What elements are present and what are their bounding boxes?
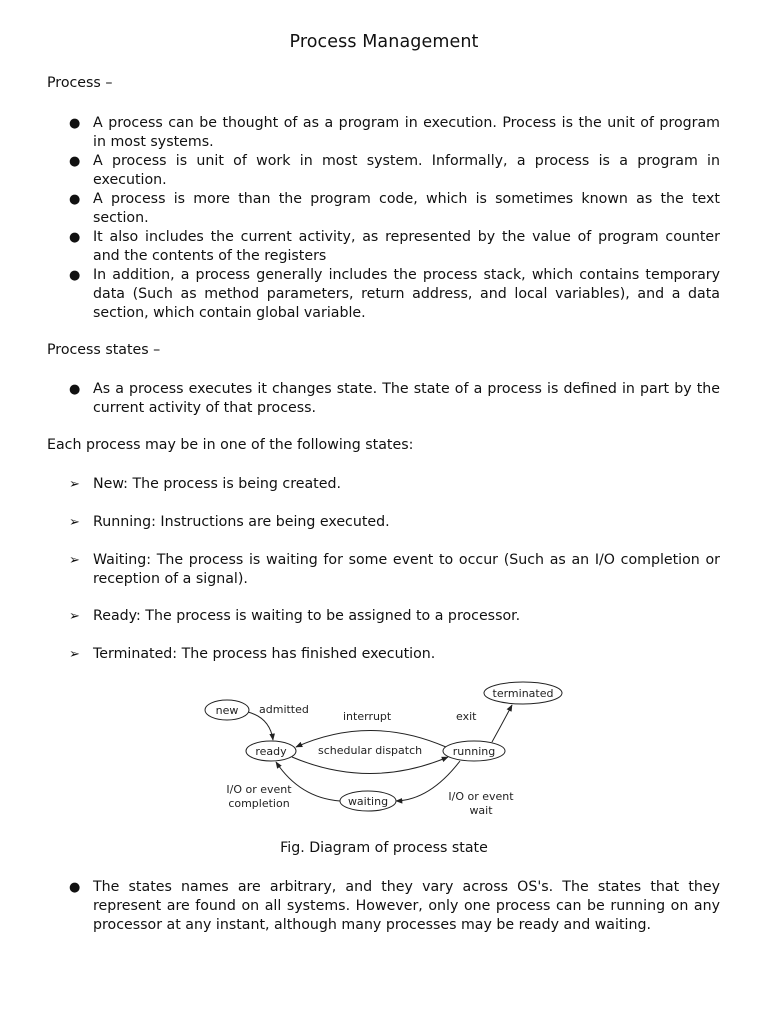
list-item: ➢ Terminated: The process has finished execution. [69,646,436,662]
node-ready [246,741,296,761]
node-waiting [340,791,396,811]
list-item: ➢ New: The process is being created. [69,476,341,492]
process-states-heading: Process states – [47,342,161,358]
label-io-wait-1: I/O or event [448,790,514,803]
label-exit: exit [456,710,477,723]
edge-exit [492,705,512,742]
process-heading: Process – [47,75,113,91]
label-io-completion-2: completion [228,797,290,810]
arrow-bullet-icon: ➢ [69,647,80,662]
node-running [443,741,505,761]
label-interrupt: interrupt [343,710,392,723]
list-item: ➢ Ready: The process is waiting to be assigned to a processor. [69,608,521,624]
label-io-completion-1: I/O or event [226,783,292,796]
label-dispatch: schedular dispatch [318,744,423,757]
node-new [205,700,249,720]
list-item: ● A process can be thought of as a program in execution. Process is the unit of program in most systems. [69,115,720,150]
figure-caption: Fig. Diagram of process state [280,840,488,856]
list-item: ➢ Running: Instructions are being executed. [69,514,390,530]
bullet-icon: ● [69,154,81,169]
bullet-icon: ● [69,382,81,397]
svg-text:waiting: waiting [347,795,389,808]
arrow-bullet-icon: ➢ [69,609,80,624]
arrow-bullet-icon: ➢ [69,515,80,530]
svg-text:ready: ready [255,745,287,758]
edge-admitted [248,712,273,740]
svg-text:terminated: terminated [492,687,554,700]
list-item: ● It also includes the current activity, as represented by the value of program counter and the contents of the registers [69,229,720,264]
bullet-icon: ● [69,192,81,207]
bullet-icon: ● [69,230,81,245]
list-item: ➢ Waiting: The process is waiting for some event to occur (Such as an I/O completion or reception of a signal). [69,552,720,587]
list-item: ● As a process executes it changes state. The state of a process is defined in part by the current activity of that process. [69,381,720,416]
list-item: ● A process is unit of work in most system. Informally, a process is a program in execution. [69,153,720,188]
label-admitted: admitted [259,703,309,716]
svg-text:new: new [215,704,239,717]
node-terminated [484,682,562,704]
list-item: ● A process is more than the program code, which is sometimes known as the text section. [69,191,720,226]
states-intro: Each process may be in one of the following states: [47,437,414,453]
bullet-icon: ● [69,268,81,283]
list-item: ● In addition, a process generally includes the process stack, which contains temporary data (Such as method parameters, return address, and local variables), and a data section, which contain global variable. [69,267,720,321]
bullet-icon: ● [69,880,81,895]
label-io-wait-2: wait [469,804,493,817]
arrow-bullet-icon: ➢ [69,553,80,568]
svg-text:running: running [452,745,496,758]
arrow-bullet-icon: ➢ [69,477,80,492]
edge-dispatch [292,757,448,774]
page-title: Process Management [289,32,479,52]
list-item: ● The states names are arbitrary, and they vary across OS's. The states that they represent are found on all systems. However, only one process can be running on any processor at any instant, although many processes may be ready and waiting. [69,879,720,933]
bullet-icon: ● [69,116,81,131]
